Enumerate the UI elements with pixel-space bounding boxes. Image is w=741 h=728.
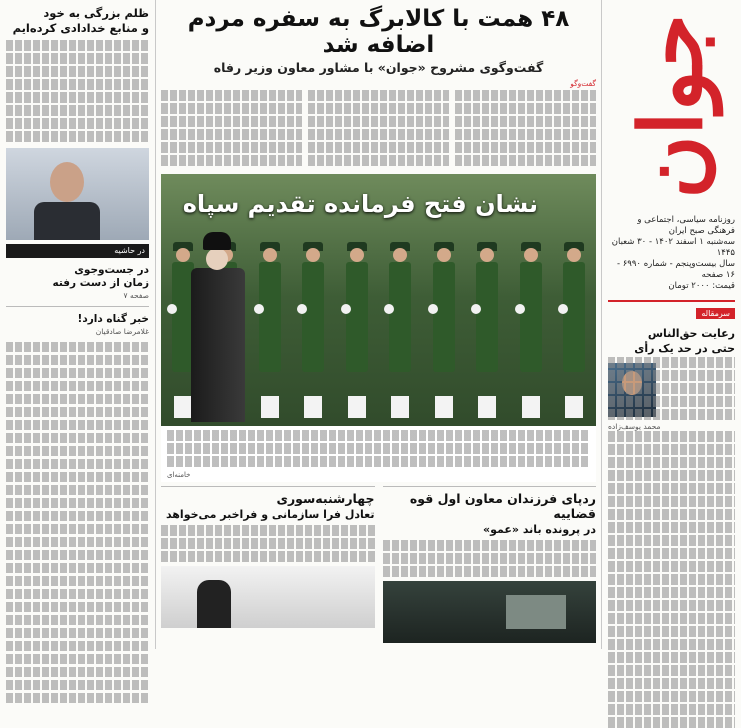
left-headline[interactable] (6, 6, 149, 36)
photo-credit: خامنه‌ای (167, 471, 191, 479)
left-item1-line2: زمان از دست رفته (52, 276, 149, 289)
cleric-figure (191, 232, 245, 422)
lower-stories (161, 486, 596, 643)
story1-photo (383, 581, 597, 643)
left-item1-line1: در جست‌وجوی (74, 263, 149, 276)
editorial-headline[interactable] (608, 319, 735, 355)
meta-line1: روزنامه سیاسی، اجتماعی و فرهنگی صبح ایران (637, 215, 735, 236)
story1-headline[interactable]: ردپای فرزندان معاون اول قوه قضاییه (409, 491, 596, 521)
red-divider (608, 300, 735, 302)
main-kicker: گفت‌وگو (570, 79, 596, 88)
soldier (302, 248, 324, 418)
soldier (520, 248, 542, 418)
soldier (389, 248, 411, 418)
editorial-text-top (608, 357, 735, 420)
section-bar (6, 244, 149, 258)
story2-headline[interactable]: چهارشنبه‌سوری (276, 491, 375, 506)
left-item1-headline[interactable] (6, 264, 149, 290)
main-story-columns (161, 90, 596, 168)
soldier (346, 248, 368, 418)
main-text-col2 (308, 90, 449, 168)
meta-line2: سه‌شنبه ۱ اسفند ۱۴۰۲ - ۳۰ شعبان ۱۴۴۵ (611, 237, 735, 258)
main-subheadline[interactable]: گفت‌وگوی مشروح «جوان» با مشاور معاون وزیر رفاه (213, 60, 544, 75)
main-headline[interactable]: ۴۸ همت با کالابرگ به سفره مردم اضافه شد (187, 6, 570, 58)
editorial-headline-line1: رعایت حق‌الناس (647, 327, 735, 340)
left-item2-headline[interactable]: خبر گناه دارد! (77, 312, 149, 325)
newspaper-logo[interactable] (608, 4, 735, 209)
left-body-text (6, 40, 149, 142)
left-column (0, 0, 156, 649)
columnist-portrait (6, 148, 149, 240)
soldier (433, 248, 455, 418)
story2-subheadline: تعادل فرا سازمانی و فراخبر می‌خواهد (165, 508, 375, 521)
meta-line3: سال بیست‌وپنجم - شماره ۶۹۹۰ - ۱۶ صفحه (616, 259, 735, 280)
main-text-col1 (455, 90, 596, 168)
logo-text: جوان (620, 14, 722, 199)
left-headline-line2: و منابع خدادادی کرده‌ایم (12, 21, 149, 35)
story2-photo (161, 566, 375, 628)
divider (6, 306, 149, 307)
editorial-byline: محمد یوسف‌زاده (608, 422, 661, 431)
issue-meta (608, 215, 735, 292)
editorial-headline-line2: حتی در حد یک رأی (634, 342, 735, 355)
editorial-text (608, 431, 735, 728)
left-item2-byline: غلامرضا صادقیان (95, 326, 149, 336)
soldier (476, 248, 498, 418)
soldier (563, 248, 585, 418)
story1-subheadline: در پرونده باند «عمو» (483, 523, 596, 536)
issue-price: قیمت: ۲۰۰۰ تومان (668, 281, 735, 291)
masthead-column (601, 0, 741, 649)
left-item1-page: صفحه ۷ (123, 290, 149, 300)
main-text-col3 (161, 90, 302, 168)
hero-title: نشان فتح فرمانده تقدیم سپاه (182, 190, 538, 218)
editorial-tag: سرمقاله (696, 308, 735, 319)
left-headline-line1: ظلم بزرگی به خود (43, 6, 149, 20)
soldier (259, 248, 281, 418)
hero-caption (161, 426, 596, 482)
hero-photo[interactable] (161, 174, 596, 482)
lower-story-2[interactable] (161, 486, 375, 643)
center-column (157, 0, 600, 649)
lower-story-1[interactable] (383, 486, 597, 643)
section-bar-label: در حاشیه (114, 245, 145, 255)
